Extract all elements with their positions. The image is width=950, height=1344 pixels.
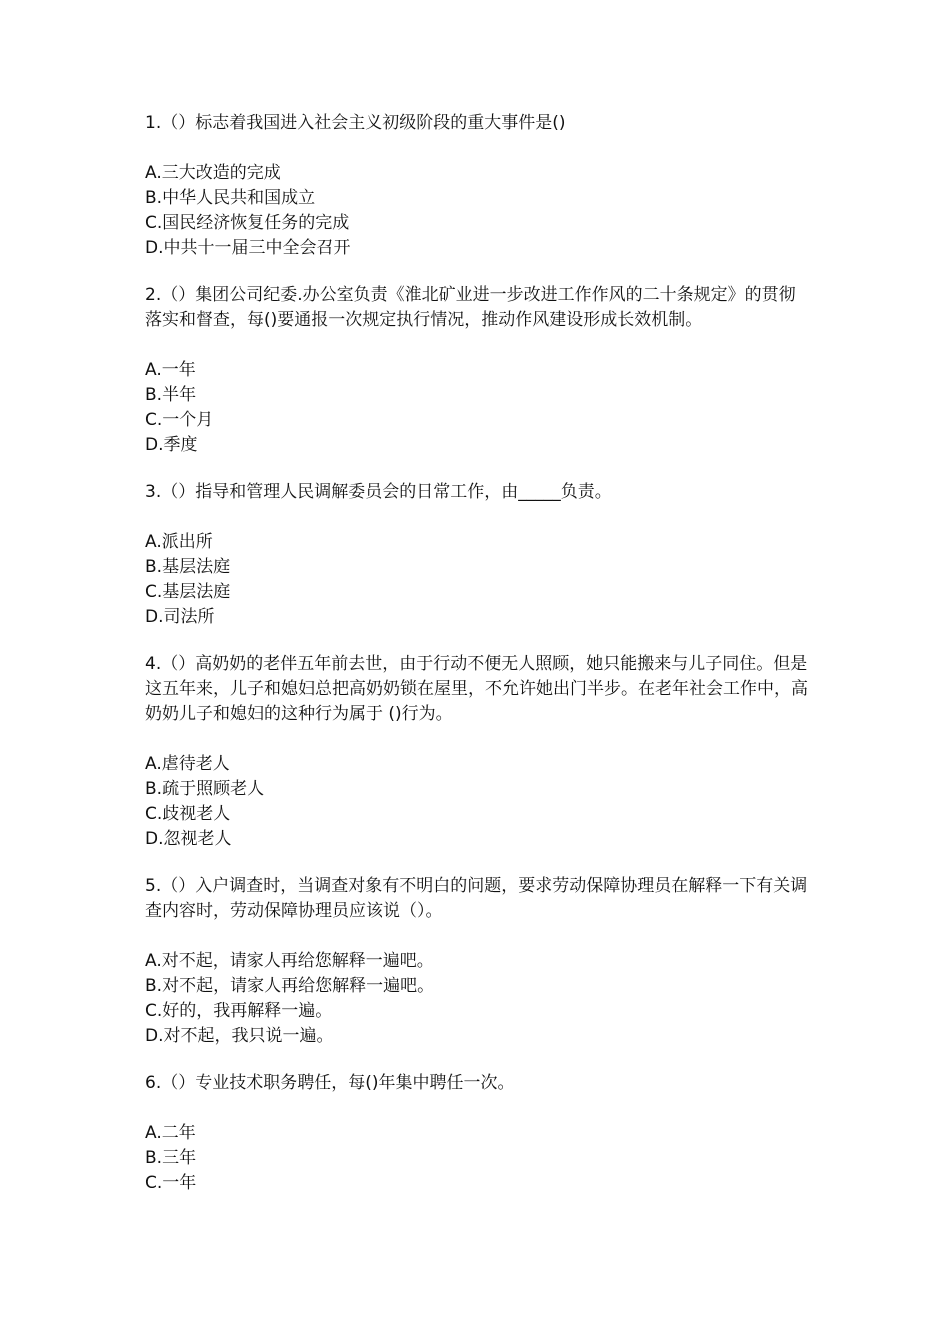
option-d: D.对不起，我只说一遍。 — [145, 1026, 334, 1046]
question-3 — [145, 480, 810, 630]
option-b: B.中华人民共和国成立 — [145, 188, 316, 208]
question-stem: 4.（）高奶奶的老伴五年前去世，由于行动不便无人照顾，她只能搬来与儿子同住。但是这五年来，儿子和媳妇总把高奶奶锁在屋里，不允许她出门半步。在老年社会工作中，高奶奶儿子和媳妇的这种行为属于 ()行为。 — [145, 654, 808, 724]
question-2 — [145, 283, 810, 458]
option-c: C.基层法庭 — [145, 582, 231, 602]
question-1 — [145, 111, 810, 261]
question-stem: 2.（）集团公司纪委.办公室负责《淮北矿业进一步改进工作作风的二十条规定》的贯彻落实和督查，每()要通报一次规定执行情况，推动作风建设形成长效机制。 — [145, 285, 796, 330]
option-list — [145, 358, 810, 458]
option-c: C.歧视老人 — [145, 804, 231, 824]
question-stem: 5.（）入户调查时，当调查对象有不明白的问题，要求劳动保障协理员在解释一下有关调查内容时，劳动保障协理员应该说（）。 — [145, 876, 808, 921]
question-stem: 1.（）标志着我国进入社会主义初级阶段的重大事件是() — [145, 113, 566, 133]
option-list — [145, 949, 810, 1049]
option-b: B.三年 — [145, 1148, 197, 1168]
option-a: A.派出所 — [145, 532, 213, 552]
option-c: C.一年 — [145, 1173, 197, 1193]
question-6 — [145, 1071, 810, 1196]
option-a: A.二年 — [145, 1123, 196, 1143]
option-b: B.半年 — [145, 385, 197, 405]
option-a: A.虐待老人 — [145, 754, 230, 774]
question-4 — [145, 652, 810, 852]
question-5 — [145, 874, 810, 1049]
option-c: C.好的，我再解释一遍。 — [145, 1001, 333, 1021]
option-a: A.一年 — [145, 360, 196, 380]
option-b: B.对不起，请家人再给您解释一遍吧。 — [145, 976, 435, 996]
option-list — [145, 530, 810, 630]
option-b: B.疏于照顾老人 — [145, 779, 265, 799]
question-list — [145, 111, 810, 1218]
option-d: D.忽视老人 — [145, 829, 232, 849]
option-c: C.国民经济恢复任务的完成 — [145, 213, 350, 233]
option-list — [145, 161, 810, 261]
question-stem: 6.（）专业技术职务聘任，每()年集中聘任一次。 — [145, 1073, 515, 1093]
option-c: C.一个月 — [145, 410, 214, 430]
option-a: A.三大改造的完成 — [145, 163, 281, 183]
option-a: A.对不起，请家人再给您解释一遍吧。 — [145, 951, 434, 971]
question-stem: 3.（）指导和管理人民调解委员会的日常工作，由_____负责。 — [145, 482, 612, 502]
option-list — [145, 1121, 810, 1196]
option-d: D.司法所 — [145, 607, 215, 627]
option-list — [145, 752, 810, 852]
option-b: B.基层法庭 — [145, 557, 231, 577]
option-d: D.中共十一届三中全会召开 — [145, 238, 351, 258]
option-d: D.季度 — [145, 435, 198, 455]
